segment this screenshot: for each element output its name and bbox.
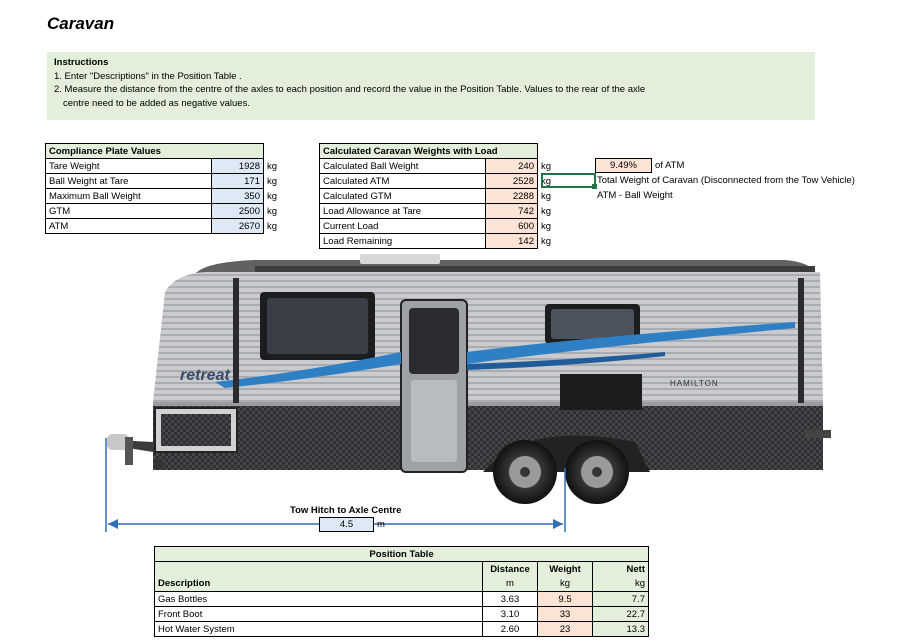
table-row <box>320 219 558 234</box>
table-row <box>320 189 558 204</box>
position-weight-cell[interactable]: 9.5 <box>538 592 593 607</box>
distance-header: Distance <box>483 562 538 577</box>
position-description-cell[interactable]: Gas Bottles <box>155 592 483 607</box>
unit-label: kg <box>264 189 284 204</box>
current-load-cell[interactable]: 600 <box>486 219 538 234</box>
calculated-label: Load Remaining <box>320 234 486 249</box>
load-allowance-cell[interactable]: 742 <box>486 204 538 219</box>
calc-gtm-cell[interactable]: 2288 <box>486 189 538 204</box>
table-row <box>46 159 284 174</box>
table-row <box>320 174 558 189</box>
max-ball-weight-cell[interactable]: 350 <box>212 189 264 204</box>
unit-label: kg <box>264 174 284 189</box>
ball-weight-percent-cell[interactable]: 9.49% <box>595 158 652 173</box>
side-hatch <box>560 374 642 410</box>
hitch-unit: m <box>377 519 385 530</box>
table-row <box>46 189 284 204</box>
unit-label: kg <box>538 159 558 174</box>
compliance-label: GTM <box>46 204 212 219</box>
calculated-label: Calculated ATM <box>320 174 486 189</box>
calculated-label: Calculated GTM <box>320 189 486 204</box>
instructions-box <box>47 52 815 120</box>
weight-unit: kg <box>538 577 593 592</box>
position-weight-cell[interactable]: 33 <box>538 607 593 622</box>
unit-label: kg <box>264 159 284 174</box>
position-distance-cell[interactable]: 2.60 <box>483 622 538 637</box>
position-weight-cell[interactable]: 23 <box>538 622 593 637</box>
compliance-heading: Compliance Plate Values <box>46 144 264 159</box>
compliance-label: Ball Weight at Tare <box>46 174 212 189</box>
distance-unit: m <box>483 577 538 592</box>
nett-unit: kg <box>593 577 649 592</box>
tare-weight-cell[interactable]: 1928 <box>212 159 264 174</box>
compliance-label: Tare Weight <box>46 159 212 174</box>
table-row <box>320 159 558 174</box>
table-row <box>46 174 284 189</box>
instructions-line-1: 1. Enter "Descriptions" in the Position Table . <box>54 70 242 82</box>
nett-header: Nett <box>593 562 649 577</box>
compliance-label: ATM <box>46 219 212 234</box>
instructions-heading: Instructions <box>54 57 109 68</box>
unit-label: kg <box>538 174 558 189</box>
table-row <box>320 204 558 219</box>
table-row <box>155 622 649 637</box>
weight-header: Weight <box>538 562 593 577</box>
selected-cell-border[interactable] <box>541 173 596 188</box>
page-title: Caravan <box>47 14 115 33</box>
instructions-line-3: centre need to be added as negative values. <box>63 97 250 109</box>
brand-text: retreat <box>180 367 230 384</box>
position-nett-cell[interactable]: 13.3 <box>593 622 649 637</box>
unit-label: kg <box>538 204 558 219</box>
compliance-table <box>45 143 284 234</box>
model-text: HAMILTON <box>670 379 719 388</box>
table-row <box>320 234 558 249</box>
position-description-cell[interactable]: Hot Water System <box>155 622 483 637</box>
table-row <box>155 607 649 622</box>
instructions-line-2: 2. Measure the distance from the centre of the axles to each position and record the value in the Position Table. Values to the rear of the axle <box>54 84 646 95</box>
position-distance-cell[interactable]: 3.10 <box>483 607 538 622</box>
percent-label: of ATM <box>655 160 685 171</box>
position-nett-cell[interactable]: 22.7 <box>593 607 649 622</box>
ball-weight-tare-cell[interactable]: 171 <box>212 174 264 189</box>
calculated-label: Current Load <box>320 219 486 234</box>
calculated-label: Calculated Ball Weight <box>320 159 486 174</box>
atm-cell[interactable]: 2670 <box>212 219 264 234</box>
position-distance-cell[interactable]: 3.63 <box>483 592 538 607</box>
description-header: Description <box>155 577 483 592</box>
calculated-heading: Calculated Caravan Weights with Load <box>320 144 538 159</box>
hitch-distance-cell[interactable]: 4.5 <box>319 517 374 532</box>
gtm-note: ATM - Ball Weight <box>597 190 673 201</box>
gtm-cell[interactable]: 2500 <box>212 204 264 219</box>
calculated-label: Load Allowance at Tare <box>320 204 486 219</box>
compliance-label: Maximum Ball Weight <box>46 189 212 204</box>
position-description-cell[interactable]: Front Boot <box>155 607 483 622</box>
unit-label: kg <box>264 204 284 219</box>
table-row <box>46 204 284 219</box>
position-table <box>154 546 649 637</box>
position-table-heading: Position Table <box>155 547 649 562</box>
calc-ball-weight-cell[interactable]: 240 <box>486 159 538 174</box>
load-remaining-cell[interactable]: 142 <box>486 234 538 249</box>
atm-note: Total Weight of Caravan (Disconnected from the Tow Vehicle) <box>597 175 855 186</box>
table-row <box>46 219 284 234</box>
rear-wheel <box>565 440 629 504</box>
unit-label: kg <box>264 219 284 234</box>
roof-hatch <box>360 254 440 264</box>
calc-atm-cell[interactable]: 2528 <box>486 174 538 189</box>
unit-label: kg <box>538 234 558 249</box>
unit-label: kg <box>538 219 558 234</box>
unit-label: kg <box>538 189 558 204</box>
table-row <box>155 592 649 607</box>
hitch-label: Tow Hitch to Axle Centre <box>290 505 402 516</box>
position-nett-cell[interactable]: 7.7 <box>593 592 649 607</box>
calculated-table <box>319 143 558 249</box>
